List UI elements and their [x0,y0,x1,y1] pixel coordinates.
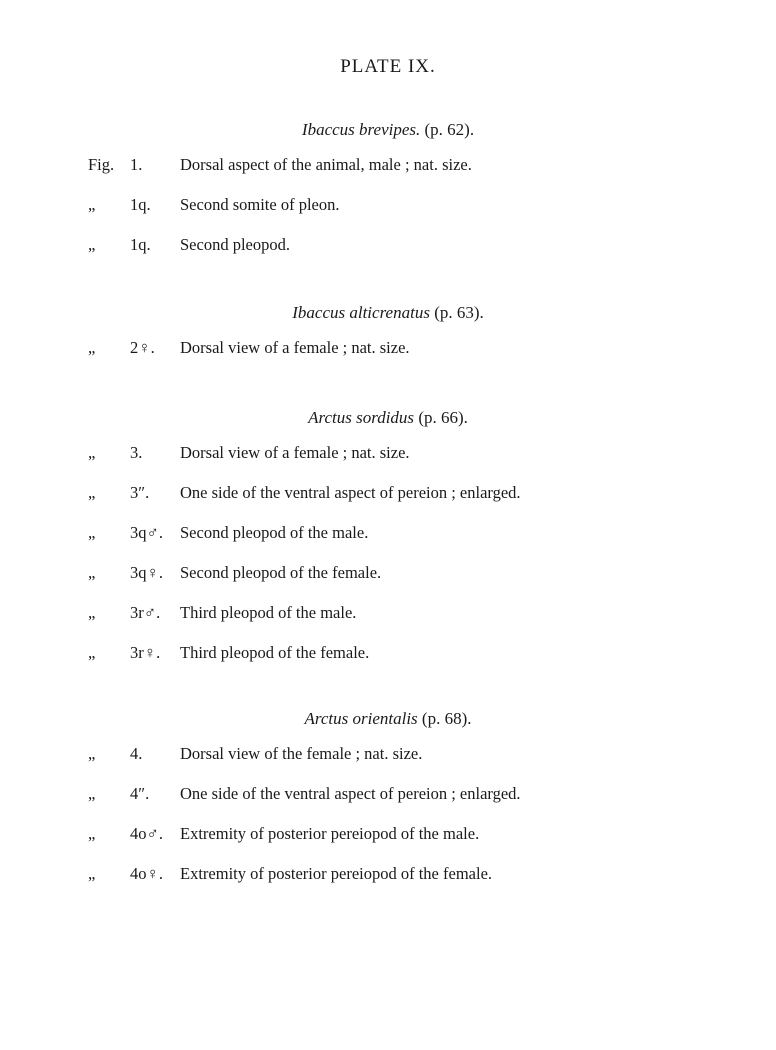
ditto-mark: „ [88,643,96,662]
figure-number: 3r♂. [130,603,161,622]
figure-description: Second pleopod of the male. [180,523,369,542]
ditto-mark: „ [88,235,96,254]
ditto-mark: „ [88,563,96,582]
species-heading [0,298,776,328]
figure-entry [0,593,776,633]
ditto-mark: „ [88,744,96,763]
figure-number: 4o♂. [130,824,163,843]
figure-entry [0,513,776,553]
figure-number: 3″. [130,483,150,502]
species-section [0,298,776,368]
figure-entry [0,854,776,894]
figure-number: 3. [130,443,143,462]
species-heading [0,704,776,734]
figure-entry [0,145,776,185]
species-name: Ibaccus alticrenatus [292,303,430,322]
ditto-mark: „ [88,195,96,214]
species-heading [0,115,776,145]
page-reference: (p. 62). [424,120,475,139]
ditto-mark: „ [88,824,96,843]
figure-description: Dorsal view of a female ; nat. size. [180,338,410,357]
figure-description: Extremity of posterior pereiopod of the female. [180,864,493,883]
page-reference: (p. 66). [418,408,468,427]
figure-description: Second somite of pleon. [180,195,340,214]
figure-number: 1q. [130,235,151,254]
species-name: Arctus orientalis [304,709,418,728]
species-section [0,704,776,894]
page-reference: (p. 68). [421,709,472,728]
figure-number: 4″. [130,784,150,803]
figure-number: 4o♀. [130,864,163,883]
figure-entry [0,553,776,593]
ditto-mark: „ [88,483,96,502]
figure-entry [0,328,776,368]
figure-number: 4. [130,744,143,763]
figure-description: Second pleopod of the female. [180,563,382,582]
figure-entry [0,473,776,513]
figure-number: 1q. [130,195,151,214]
ditto-mark: „ [88,523,96,542]
figure-description: Dorsal view of a female ; nat. size. [180,443,410,462]
figure-description: Dorsal aspect of the animal, male ; nat. size. [180,155,472,174]
figure-entry [0,734,776,774]
ditto-mark: „ [88,864,96,883]
figure-entry [0,814,776,854]
figure-number: 3r♀. [130,643,161,662]
figure-entry [0,225,776,265]
figure-description: Third pleopod of the male. [180,603,357,622]
figure-number: 1. [130,155,143,174]
ditto-mark: „ [88,784,96,803]
ditto-mark: „ [88,443,96,462]
figure-number: 3q♀. [130,563,163,582]
plate-title: PLATE IX. [340,56,436,77]
figure-description: Second pleopod. [180,235,290,254]
figure-entry [0,774,776,814]
figure-number: 2♀. [130,338,155,357]
figure-description: One side of the ventral aspect of pereion ; enlarged. [180,784,521,803]
species-section [0,115,776,265]
figure-prefix: Fig. [88,155,115,174]
species-name: Ibaccus brevipes. [301,120,421,139]
species-name: Arctus sordidus [308,408,415,427]
figure-description: Third pleopod of the female. [180,643,370,662]
species-heading [0,403,776,433]
figure-description: One side of the ventral aspect of pereion ; enlarged. [180,483,521,502]
page-reference: (p. 63). [434,303,484,322]
species-section [0,403,776,673]
figure-number: 3q♂. [130,523,163,542]
figure-description: Dorsal view of the female ; nat. size. [180,744,423,763]
figure-entry [0,433,776,473]
figure-description: Extremity of posterior pereiopod of the male. [180,824,480,843]
figure-entry [0,633,776,673]
figure-entry [0,185,776,225]
ditto-mark: „ [88,338,96,357]
ditto-mark: „ [88,603,96,622]
